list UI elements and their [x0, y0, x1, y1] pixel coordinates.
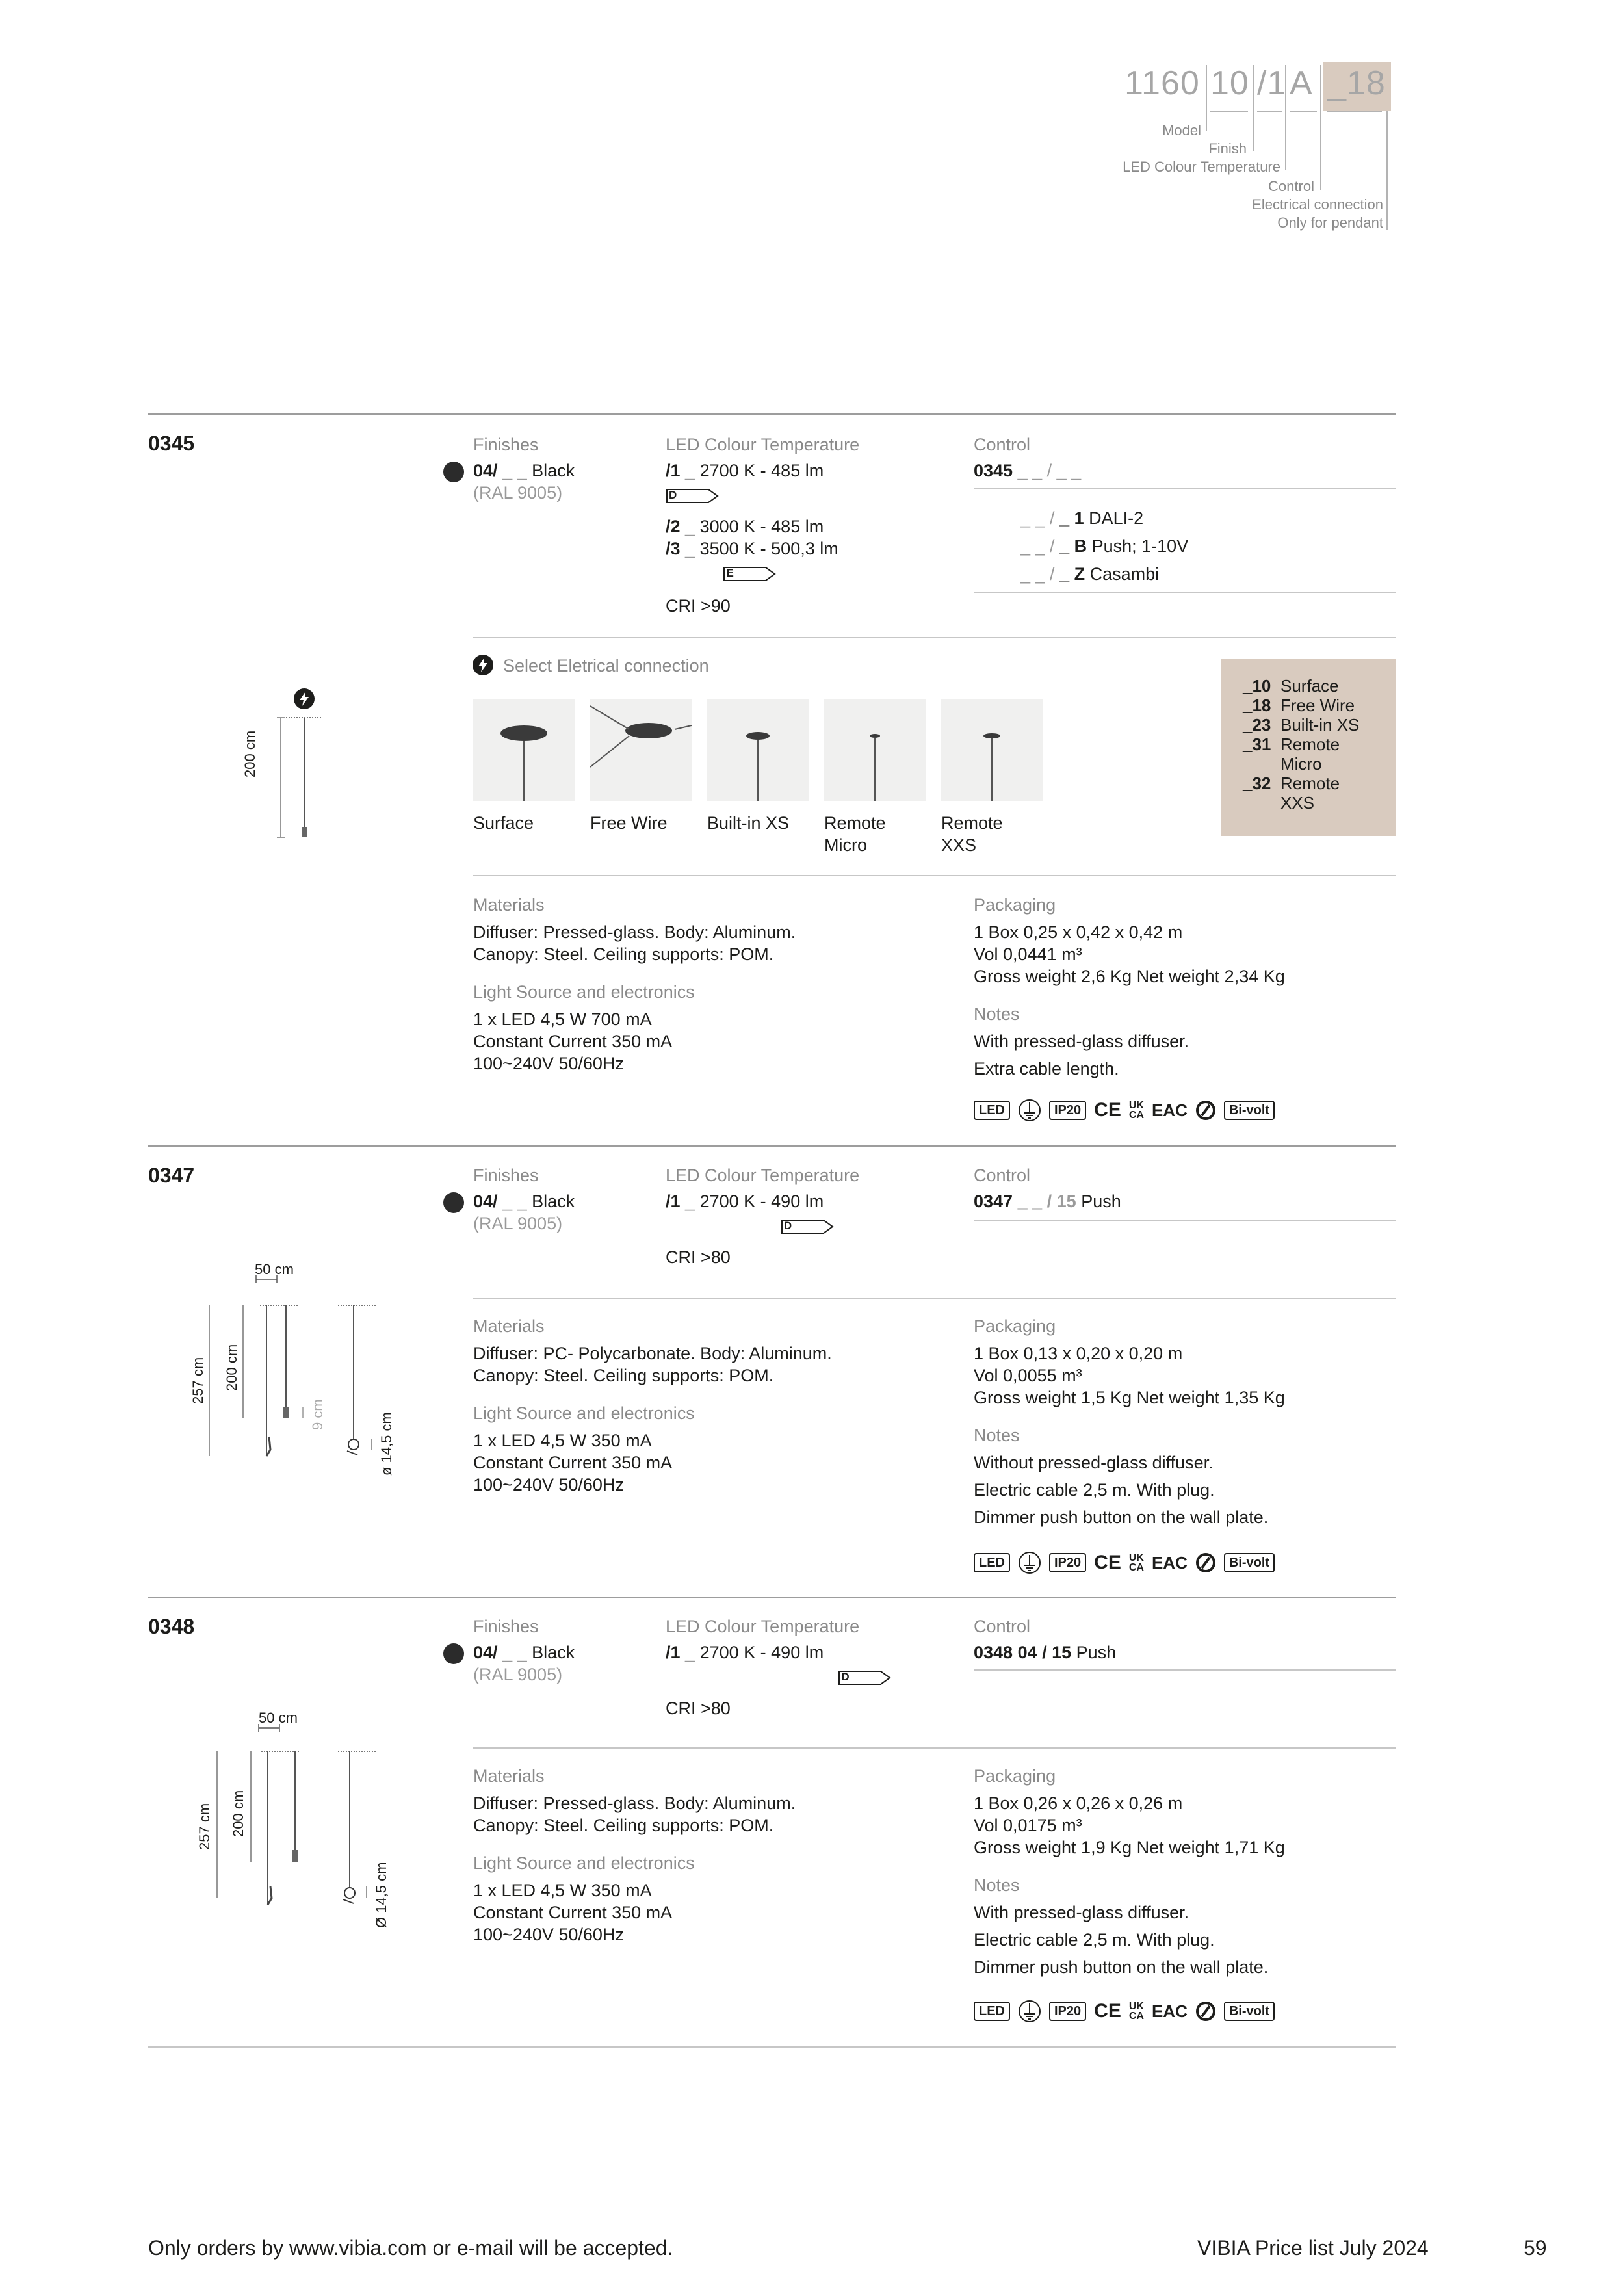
notes-line-3: Dimmer push button on the wall plate.	[974, 1957, 1269, 1977]
light-source-line-1: 1 x LED 4,5 W 700 mA	[473, 1010, 652, 1029]
light-source-line-1: 1 x LED 4,5 W 350 mA	[473, 1431, 652, 1450]
ukca-mark-icon: UK CA	[1128, 1100, 1144, 1121]
code-finish: 10	[1210, 64, 1249, 102]
connection-legend-box	[1221, 659, 1396, 836]
led-badge: LED	[974, 1101, 1010, 1120]
section-rule-0348	[148, 1597, 1396, 1598]
led-badge: LED	[974, 2002, 1010, 2021]
legend-connection: Electrical connection	[1252, 196, 1383, 213]
dim-total-height-0348: 257 cm	[196, 1803, 213, 1850]
temp-row-1: /1 _ 2700 K - 490 lm	[666, 1192, 824, 1211]
class-ii-icon	[1018, 1099, 1041, 1122]
legend-row-10: _10 Surface	[1243, 676, 1339, 696]
certification-badges	[974, 2000, 1275, 2023]
connection-caption-built-in-xs: Built-in XS	[707, 813, 790, 833]
dim-height-0348: 200 cm	[230, 1790, 246, 1837]
ip-badge: IP20	[1049, 1553, 1086, 1572]
legend-finish: Finish	[1208, 140, 1247, 157]
energy-class-label: D	[781, 1219, 835, 1234]
bivolt-badge: Bi-volt	[1224, 1101, 1275, 1120]
temp-row-1: /1 _ 2700 K - 490 lm	[666, 1643, 824, 1662]
energy-class-label: D	[838, 1670, 892, 1686]
dim-width-0348: 50 cm	[259, 1710, 298, 1726]
control-rule	[974, 488, 1396, 489]
packaging-label: Packaging	[974, 1766, 1056, 1786]
footer-disclaimer: Only orders by www.vibia.com or e-mail will be accepted.	[148, 2236, 673, 2260]
legend-row-23: _23 Built-in XS	[1243, 715, 1360, 735]
packaging-line-3: Gross weight 1,5 Kg Net weight 1,35 Kg	[974, 1388, 1285, 1407]
eac-mark-icon: EAC	[1151, 1553, 1188, 1572]
temp-row-2: /2 _ 3000 K - 485 lm	[666, 517, 824, 536]
packaging-label: Packaging	[974, 895, 1056, 915]
eac-mark-icon: EAC	[1151, 1101, 1188, 1120]
dimmable-icon	[1195, 1552, 1216, 1573]
materials-line-2: Canopy: Steel. Ceiling supports: POM.	[473, 1366, 774, 1385]
legend-control: Control	[1268, 178, 1314, 194]
finish-name: Black	[532, 461, 575, 480]
packaging-line-1: 1 Box 0,26 x 0,26 x 0,26 m	[974, 1794, 1183, 1813]
ce-mark-icon: CE	[1094, 1099, 1121, 1121]
legend-row-31: _31 Remote Micro	[1243, 735, 1340, 774]
notes-label: Notes	[974, 1426, 1020, 1445]
finishes-label: Finishes	[473, 1166, 539, 1185]
lightning-icon	[472, 654, 494, 676]
materials-line-1: Diffuser: Pressed-glass. Body: Aluminum.	[473, 1794, 796, 1813]
control-option-dali: _ _ / _ 1 DALI-2	[1020, 508, 1144, 528]
led-temp-label: LED Colour Temperature	[666, 1617, 860, 1636]
code-model: 1160	[1124, 64, 1200, 102]
certification-badges	[974, 1551, 1275, 1574]
class-ii-icon	[1018, 2000, 1041, 2023]
page-number: 59	[1524, 2236, 1547, 2260]
dim-diameter-0347: ø 14,5 cm	[378, 1412, 395, 1476]
control-head: 0348 04 / 15 Push	[974, 1643, 1117, 1662]
legend-temp: LED Colour Temperature	[1123, 159, 1280, 175]
light-source-line-2: Constant Current 350 mA	[473, 1453, 673, 1472]
ip-badge: IP20	[1049, 1101, 1086, 1120]
control-option-push: _ _ / _ B Push; 1-10V	[1020, 536, 1189, 556]
cri-value: CRI >80	[666, 1247, 731, 1267]
product-drawing-0348	[188, 1716, 403, 1924]
class-ii-icon	[1018, 1551, 1041, 1574]
ukca-mark-icon: UK CA	[1128, 2001, 1144, 2022]
control-label: Control	[974, 435, 1031, 454]
control-label: Control	[974, 1166, 1031, 1185]
materials-line-2: Canopy: Steel. Ceiling supports: POM.	[473, 1816, 774, 1835]
section-inner-rule	[473, 637, 1396, 638]
section-rule-0347	[148, 1145, 1396, 1147]
section-inner-rule	[473, 1298, 1396, 1299]
finish-blank: _ _	[502, 461, 527, 480]
finish-swatch-black	[443, 1643, 464, 1664]
ce-mark-icon: CE	[1094, 1552, 1121, 1573]
energy-class-label: E	[723, 566, 777, 582]
notes-label: Notes	[974, 1875, 1020, 1895]
product-drawing-0345	[247, 683, 351, 845]
control-rule	[974, 1669, 1396, 1671]
bivolt-badge: Bi-volt	[1224, 2002, 1275, 2021]
control-head: 0345 _ _ / _ _	[974, 461, 1082, 480]
finish-swatch-black	[443, 1192, 464, 1213]
packaging-line-1: 1 Box 0,13 x 0,20 x 0,20 m	[974, 1344, 1183, 1363]
control-label: Control	[974, 1617, 1031, 1636]
notes-label: Notes	[974, 1004, 1020, 1024]
finish-ral: (RAL 9005)	[473, 483, 563, 502]
light-source-line-1: 1 x LED 4,5 W 350 mA	[473, 1881, 652, 1900]
bivolt-badge: Bi-volt	[1224, 1553, 1275, 1572]
packaging-label: Packaging	[974, 1316, 1056, 1336]
dim-height-0345: 200 cm	[242, 730, 258, 777]
connection-thumb-surface[interactable]	[473, 699, 575, 801]
footer-brand: VIBIA Price list July 2024	[1197, 2236, 1429, 2260]
product-code-0345: 0345	[148, 432, 195, 455]
light-source-line-3: 100~240V 50/60Hz	[473, 1925, 624, 1944]
materials-label: Materials	[473, 895, 545, 915]
packaging-line-3: Gross weight 2,6 Kg Net weight 2,34 Kg	[974, 967, 1285, 986]
notes-line-2: Extra cable length.	[974, 1059, 1119, 1078]
led-badge: LED	[974, 1553, 1010, 1572]
light-source-line-3: 100~240V 50/60Hz	[473, 1475, 624, 1494]
legend-model: Model	[1162, 122, 1201, 138]
energy-class-label: D	[666, 488, 720, 504]
packaging-line-3: Gross weight 1,9 Kg Net weight 1,71 Kg	[974, 1838, 1285, 1857]
product-code-0348: 0348	[148, 1615, 195, 1638]
finish-swatch-black	[443, 462, 464, 482]
eac-mark-icon: EAC	[1151, 2002, 1188, 2021]
cri-value: CRI >80	[666, 1699, 731, 1718]
control-head: 0347 _ _ / 15 Push	[974, 1192, 1121, 1211]
connection-caption-remote-micro: Remote Micro	[824, 813, 886, 855]
materials-line-1: Diffuser: PC- Polycarbonate. Body: Aluminum.	[473, 1344, 832, 1363]
notes-line-1: With pressed-glass diffuser.	[974, 1032, 1189, 1051]
light-source-label: Light Source and electronics	[473, 982, 695, 1002]
packaging-line-2: Vol 0,0055 m³	[974, 1366, 1082, 1385]
dimmable-icon	[1195, 2001, 1216, 2022]
code-control: A	[1290, 64, 1313, 102]
section-end-rule	[148, 2046, 1396, 2048]
finishes-label: Finishes	[473, 435, 539, 454]
dim-diameter-0348: Ø 14,5 cm	[373, 1862, 389, 1928]
notes-line-1: With pressed-glass diffuser.	[974, 1903, 1189, 1922]
light-source-line-2: Constant Current 350 mA	[473, 1903, 673, 1922]
notes-line-2: Electric cable 2,5 m. With plug.	[974, 1930, 1215, 1950]
light-source-line-2: Constant Current 350 mA	[473, 1032, 673, 1051]
notes-line-1: Without pressed-glass diffuser.	[974, 1453, 1214, 1472]
code-connection: _18	[1327, 64, 1386, 102]
ukca-mark-icon: UK CA	[1128, 1552, 1144, 1573]
light-source-line-3: 100~240V 50/60Hz	[473, 1054, 624, 1073]
packaging-line-2: Vol 0,0441 m³	[974, 945, 1082, 964]
notes-line-2: Electric cable 2,5 m. With plug.	[974, 1480, 1215, 1500]
materials-line-1: Diffuser: Pressed-glass. Body: Aluminum.	[473, 922, 796, 942]
ce-mark-icon: CE	[1094, 2000, 1121, 2022]
model-code-header	[1118, 60, 1391, 235]
notes-line-3: Dimmer push button on the wall plate.	[974, 1507, 1269, 1527]
materials-label: Materials	[473, 1316, 545, 1336]
code-temp: /1	[1257, 64, 1287, 102]
section-inner-rule	[473, 1747, 1396, 1749]
control-rule	[974, 1220, 1396, 1221]
dim-total-height-0347: 257 cm	[190, 1357, 206, 1404]
connection-caption-free-wire: Free Wire	[590, 813, 668, 833]
led-temp-label: LED Colour Temperature	[666, 1166, 860, 1185]
dim-width-0347: 50 cm	[255, 1261, 294, 1277]
light-source-label: Light Source and electronics	[473, 1403, 695, 1423]
connection-thumb-free-wire[interactable]	[590, 699, 692, 801]
product-code-0347: 0347	[148, 1164, 195, 1187]
certification-badges	[974, 1099, 1275, 1122]
legend-row-32: _32 Remote XXS	[1243, 774, 1340, 813]
temp-row-3: /3 _ 3500 K - 500,3 lm	[666, 539, 838, 558]
dim-diffuser-0347: 9 cm	[309, 1399, 326, 1430]
packaging-line-1: 1 Box 0,25 x 0,42 x 0,42 m	[974, 922, 1183, 942]
connection-thumb-remote-xxs[interactable]	[941, 699, 1043, 801]
led-temp-label: LED Colour Temperature	[666, 435, 860, 454]
cri-value: CRI >90	[666, 596, 731, 616]
light-source-label: Light Source and electronics	[473, 1853, 695, 1873]
materials-line-2: Canopy: Steel. Ceiling supports: POM.	[473, 945, 774, 964]
dimmable-icon	[1195, 1100, 1216, 1121]
legend-pendant: Only for pendant	[1277, 215, 1383, 231]
connection-thumb-remote-micro[interactable]	[824, 699, 926, 801]
ip-badge: IP20	[1049, 2002, 1086, 2021]
legend-row-18: _18 Free Wire	[1243, 696, 1355, 715]
finishes-label: Finishes	[473, 1617, 539, 1636]
connection-caption-remote-xxs: Remote XXS	[941, 813, 1003, 855]
finish-code: 04/	[473, 461, 498, 480]
section-inner-rule-2	[473, 875, 1396, 876]
section-rule-0345	[148, 413, 1396, 415]
control-option-casambi: _ _ / _ Z Casambi	[1020, 564, 1160, 584]
product-drawing-0347	[188, 1268, 403, 1482]
dim-height-0347: 200 cm	[224, 1344, 240, 1391]
packaging-line-2: Vol 0,0175 m³	[974, 1816, 1082, 1835]
control-rule-bottom	[974, 592, 1396, 593]
connection-caption-surface: Surface	[473, 813, 534, 833]
connection-thumb-built-in-xs[interactable]	[707, 699, 809, 801]
materials-label: Materials	[473, 1766, 545, 1786]
temp-row-1: /1 _ 2700 K - 485 lm	[666, 461, 824, 480]
select-connection-label: Select Eletrical connection	[503, 656, 709, 675]
